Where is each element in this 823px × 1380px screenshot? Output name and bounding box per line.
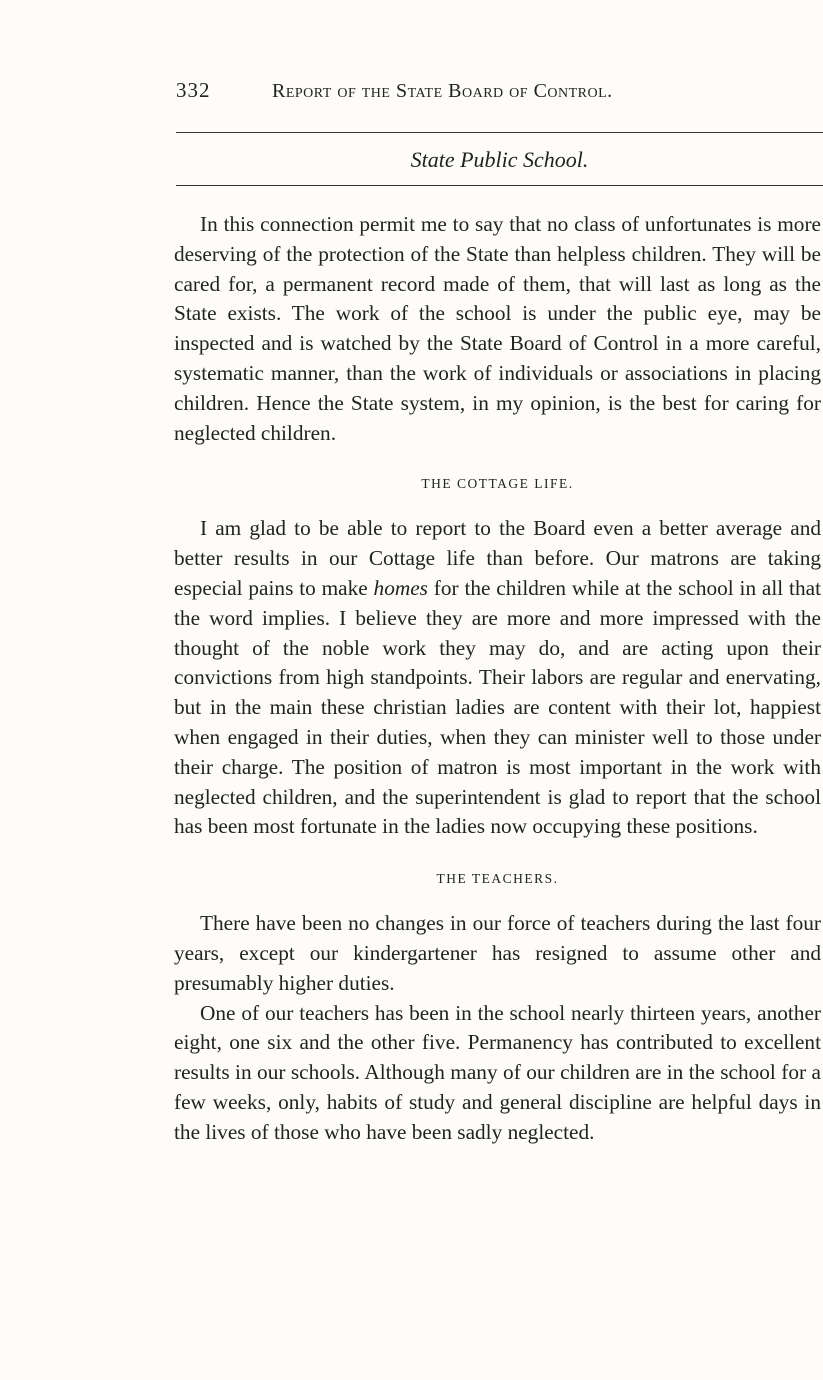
running-title: Report of the State Board of Control. xyxy=(272,80,613,102)
section-subtitle: State Public School. xyxy=(410,147,589,172)
header-rule-bottom xyxy=(176,185,823,186)
paragraph-cottage-life xyxy=(174,514,821,842)
paragraph-protection: In this connection permit me to say that no class of unfortunates is more deserving of the protection of the State than helpless children. They will be cared for, a permanent record made of them, that will last as long as the State exists. The work of the school is under the public eye, may be inspected and is watched by the State Board of Control in a more careful, systematic manner, than the work of individuals or associations in placing children. Hence the State system, in my opinion, is the best for caring for neglected children. xyxy=(174,212,821,445)
emphasis-homes: homes xyxy=(373,575,428,600)
page-number: 332 xyxy=(176,78,211,102)
page-header xyxy=(176,78,823,118)
heading-cottage-life: THE COTTAGE LIFE. xyxy=(421,476,574,492)
heading-teachers: THE TEACHERS. xyxy=(436,871,559,887)
paragraph-teachers-changes: There have been no changes in our force of teachers during the last four years, except our kindergartener has resigned to assume other and presumably higher duties. xyxy=(174,911,821,995)
body-text xyxy=(174,210,821,1148)
header-rule-top xyxy=(176,132,823,133)
paragraph-cottage-part-1: I am glad to be able to report to the Board even a better average and better results in our Cottage life than before. Our matrons are taking especial pains to make xyxy=(174,516,821,600)
paragraph-teachers-permanency: One of our teachers has been in the school nearly thirteen years, another eight, one six and the other five. Permanency has contributed to excellent results in our schools. Although many of our children are in the school for a few weeks, only, habits of study and general discipline are helpful days in the lives of those who have been sadly neglected. xyxy=(174,1000,821,1144)
paragraph-cottage-part-2: for the children while at the school in all that the word implies. I believe they are more and more impressed with the thought of the noble work they may do, and are acting upon their convictions from high standpoints. Their labors are regular and enervating, but in the main these christian ladies are content with their lot, happiest when engaged in their duties, when they can minister well to those under their charge. The position of matron is most important in the work with neglected children, and the superintendent is glad to report that the school has been most fortunate in the ladies now occupying these positions. xyxy=(174,575,821,839)
